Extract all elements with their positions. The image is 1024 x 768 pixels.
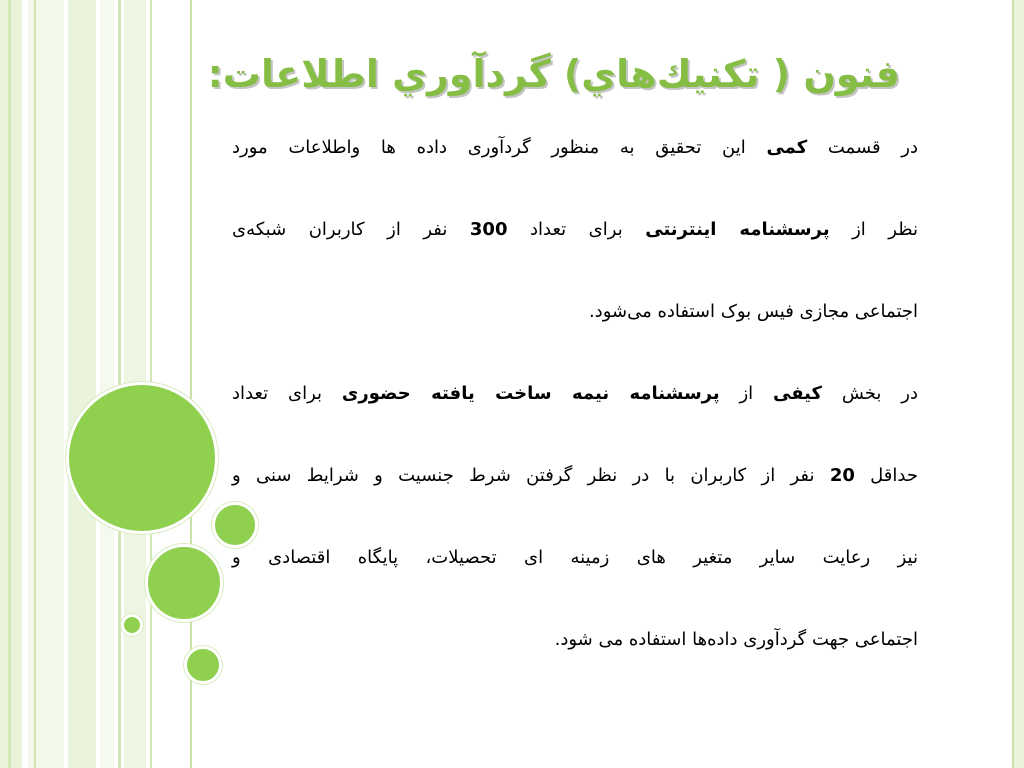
body-line (232, 128, 918, 210)
bold-text: 300 (469, 219, 508, 240)
bold-text: کیفی (773, 383, 822, 404)
text-segment: برای تعداد (232, 383, 342, 404)
text-segment: این تحقیق به منظور گردآوری داده ها واطلاعات مورد (232, 137, 767, 158)
slide-title: فنون ( تکنيك‌هاي) گردآوري اطلاعات: (207, 52, 900, 96)
left-stripes-decoration (0, 0, 200, 768)
text-segment: نفر از کاربران شبکه‌ی (232, 219, 470, 240)
body-line (232, 620, 918, 702)
bold-text: پرسشنامه اینترنتی (645, 219, 830, 240)
text-segment: برای تعداد (507, 219, 646, 240)
bold-text: پرسشنامه نیمه ساخت یافته حضوری (341, 383, 720, 404)
slide-body (232, 128, 918, 702)
text-segment: در قسمت (807, 137, 918, 158)
bold-text: کمی (766, 137, 808, 158)
body-line (232, 456, 918, 538)
bold-text: 20 (829, 465, 855, 486)
text-segment: در بخش (822, 383, 918, 404)
medium-green-circle (145, 544, 223, 622)
body-line (232, 292, 918, 374)
tiny-green-circle (121, 614, 143, 636)
large-green-circle (66, 382, 218, 534)
body-line (232, 374, 918, 456)
body-line (232, 210, 918, 292)
text-segment: نیز رعایت سایر متغیر های زمینه ای تحصیلات، پایگاه اقتصادی و (232, 547, 918, 568)
right-edge-stripe (1012, 0, 1024, 768)
text-segment: نظر از (829, 219, 919, 240)
small-green-circle-bottom (184, 646, 222, 684)
text-segment: اجتماعی مجازی فیس بوک استفاده می‌شود. (588, 301, 918, 322)
text-segment: حداقل (854, 465, 918, 486)
text-segment: نفر از کاربران با در نظر گرفتن شرط جنسیت و شرایط سنی و (232, 465, 830, 486)
text-segment: از (719, 383, 774, 404)
body-line (232, 538, 918, 620)
text-segment: اجتماعی جهت گردآوری داده‌ها استفاده می شود. (554, 629, 918, 650)
